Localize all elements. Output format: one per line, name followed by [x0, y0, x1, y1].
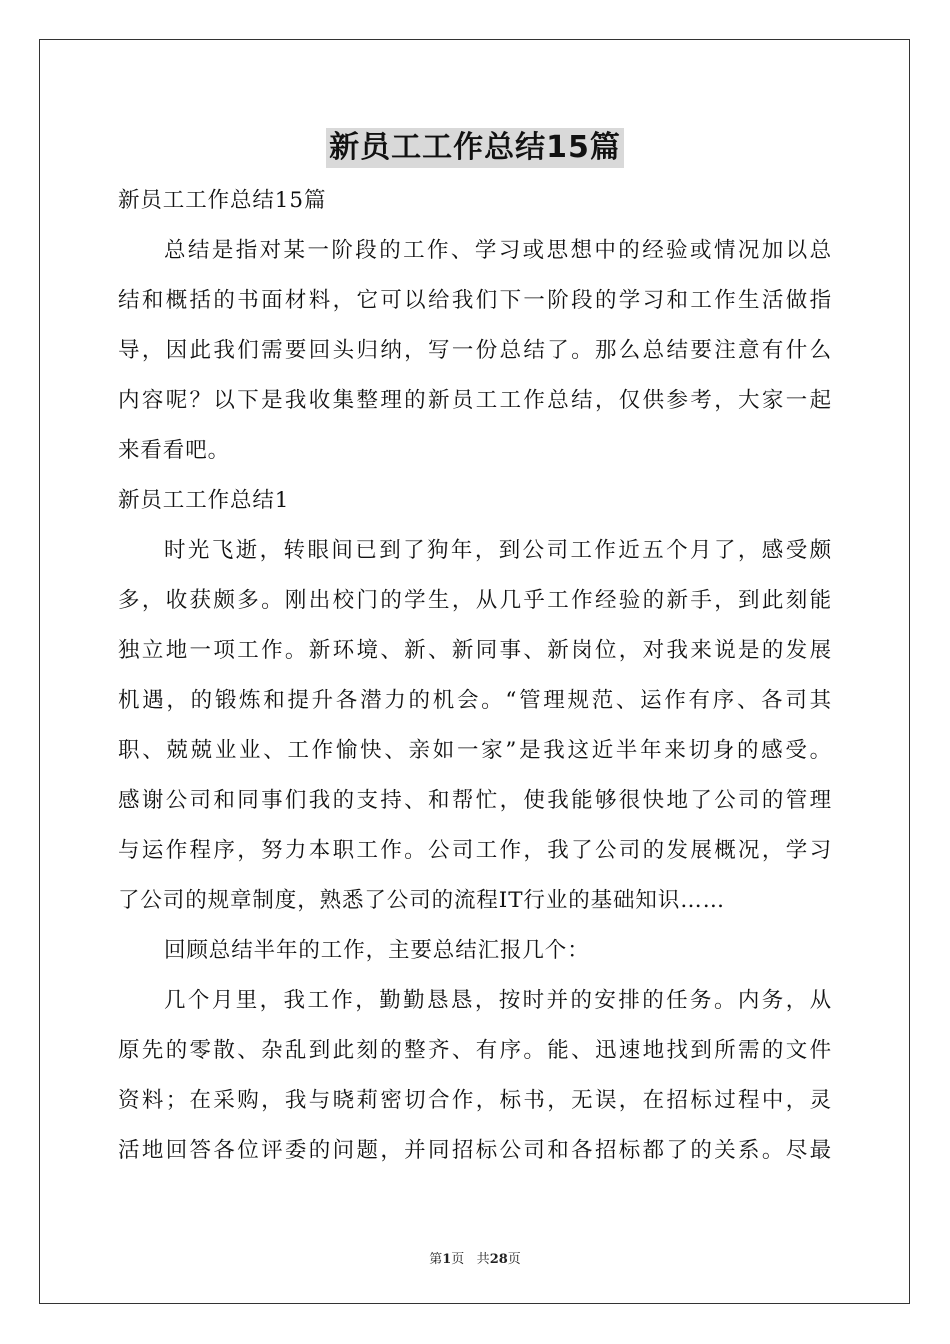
text-line: 感谢公司和同事们我的支持、和帮忙，使我能够很快地了公司的管理 [118, 788, 832, 813]
text-line: 结和概括的书面材料，它可以给我们下一阶段的学习和工作生活做指 [118, 288, 832, 313]
text-line: 独立地一项工作。新环境、新、新同事、新岗位，对我来说是的发展 [118, 638, 832, 663]
text-line: 与运作程序，努力本职工作。公司工作，我了公司的发展概况，学习 [118, 838, 832, 863]
page-number: 1 [442, 1252, 452, 1267]
text-line: 活地回答各位评委的问题，并同招标公司和各招标都了的关系。尽最 [118, 1138, 832, 1163]
title-container [0, 128, 950, 168]
text-line: 原先的零散、杂乱到此刻的整齐、有序。能、迅速地找到所需的文件 [118, 1038, 832, 1063]
page-suffix: 页 [451, 1252, 465, 1267]
text-line: 资料；在采购，我与晓莉密切合作，标书，无误，在招标过程中，灵 [118, 1088, 832, 1113]
page-prefix: 第 [429, 1252, 443, 1267]
text-line: 回顾总结半年的工作，主要总结汇报几个： [164, 938, 590, 963]
text-line: 职、兢兢业业、工作愉快、亲如一家”是我这近半年来切身的感受。 [118, 738, 832, 763]
document-title: 新员工工作总结15篇 [326, 128, 624, 168]
text-line: 了公司的规章制度，熟悉了公司的流程IT行业的基础知识…… [118, 888, 726, 913]
text-line: 内容呢？以下是我收集整理的新员工工作总结，仅供参考，大家一起 [118, 388, 832, 413]
text-line: 导，因此我们需要回头归纳，写一份总结了。那么总结要注意有什么 [118, 338, 832, 363]
total-prefix: 共 [476, 1252, 490, 1267]
text-line: 新员工工作总结1 [118, 488, 290, 513]
total-suffix: 页 [507, 1252, 521, 1267]
text-line: 几个月里，我工作，勤勤恳恳，按时并的安排的任务。内务，从 [164, 988, 832, 1013]
text-line: 多，收获颇多。刚出校门的学生，从几乎工作经验的新手，到此刻能 [118, 588, 832, 613]
text-line: 机遇，的锻炼和提升各潜力的机会。“管理规范、运作有序、各司其 [118, 688, 832, 713]
text-line: 新员工工作总结15篇 [118, 188, 327, 213]
page-footer [0, 1248, 950, 1267]
document-body [118, 176, 832, 1176]
text-line: 时光飞逝，转眼间已到了狗年，到公司工作近五个月了，感受颇 [164, 538, 832, 563]
text-line: 来看看吧。 [118, 438, 231, 463]
text-line: 总结是指对某一阶段的工作、学习或思想中的经验或情况加以总 [164, 238, 832, 263]
total-pages: 28 [489, 1252, 508, 1267]
